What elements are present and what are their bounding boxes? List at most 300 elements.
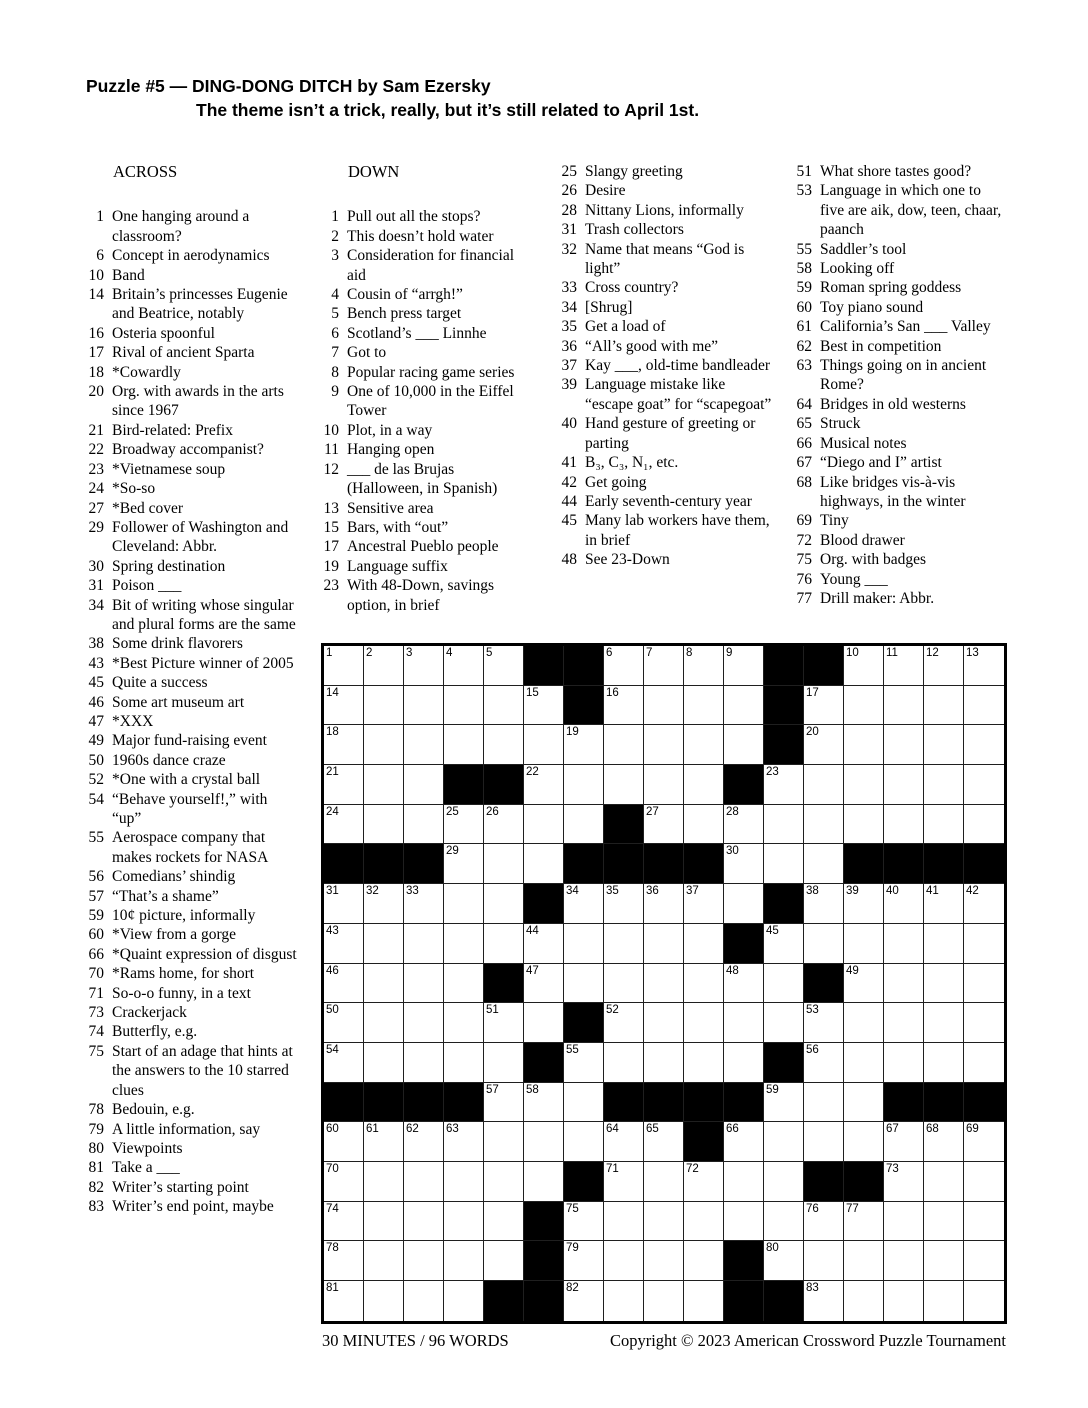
grid-cell[interactable] xyxy=(764,1122,804,1162)
grid-cell[interactable] xyxy=(844,646,884,686)
grid-cell[interactable] xyxy=(644,646,684,686)
grid-cell[interactable] xyxy=(684,1281,724,1321)
cell-number: 25 xyxy=(446,805,459,818)
clue-text: Blood drawer xyxy=(820,531,905,549)
grid-cell[interactable] xyxy=(364,646,404,686)
grid-cell[interactable] xyxy=(884,725,924,765)
grid-cell[interactable] xyxy=(964,1202,1004,1242)
grid-cell[interactable] xyxy=(764,1202,804,1242)
black-square xyxy=(844,844,884,884)
grid-cell[interactable] xyxy=(884,1162,924,1202)
grid-cell[interactable] xyxy=(844,1202,884,1242)
clue xyxy=(83,518,297,557)
grid-cell[interactable] xyxy=(364,1241,404,1281)
clue-text: Take a ___ xyxy=(112,1159,180,1177)
grid-cell[interactable] xyxy=(964,686,1004,726)
grid-cell[interactable] xyxy=(844,964,884,1004)
grid-cell[interactable] xyxy=(844,765,884,805)
clue-number: 79 xyxy=(88,1120,104,1138)
grid-cell[interactable] xyxy=(684,646,724,686)
black-square xyxy=(804,1162,844,1202)
grid-cell[interactable] xyxy=(604,1003,644,1043)
grid-cell[interactable] xyxy=(604,646,644,686)
grid-cell[interactable] xyxy=(524,1122,564,1162)
clue xyxy=(556,298,775,317)
grid-cell[interactable] xyxy=(564,805,604,845)
grid-cell[interactable] xyxy=(724,646,764,686)
grid-cell[interactable] xyxy=(684,1003,724,1043)
grid-cell[interactable] xyxy=(484,686,524,726)
grid-cell[interactable] xyxy=(604,924,644,964)
cell-number: 13 xyxy=(966,647,979,659)
grid-cell[interactable] xyxy=(684,1043,724,1083)
grid-cell[interactable] xyxy=(924,805,964,845)
across-header: ACROSS xyxy=(113,162,178,181)
grid-cell[interactable] xyxy=(764,1083,804,1123)
grid-cell[interactable] xyxy=(924,1003,964,1043)
grid-cell[interactable] xyxy=(844,1003,884,1043)
grid-cell[interactable] xyxy=(884,924,924,964)
grid-cell[interactable] xyxy=(804,1241,844,1281)
clue xyxy=(83,925,297,944)
grid-cell[interactable] xyxy=(604,1043,644,1083)
grid-cell[interactable] xyxy=(404,1043,444,1083)
grid-cell[interactable] xyxy=(684,924,724,964)
grid-cell[interactable] xyxy=(924,964,964,1004)
clue-number: 17 xyxy=(88,344,104,362)
grid-cell[interactable] xyxy=(364,964,404,1004)
black-square xyxy=(524,1241,564,1281)
grid-cell[interactable] xyxy=(364,924,404,964)
grid-cell[interactable] xyxy=(844,1043,884,1083)
puzzle-title: Puzzle #5 — DING-DONG DITCH by Sam Ezersky xyxy=(86,76,491,96)
grid-cell[interactable] xyxy=(884,1003,924,1043)
grid-cell[interactable] xyxy=(404,1202,444,1242)
grid-cell[interactable] xyxy=(564,1202,604,1242)
grid-cell[interactable] xyxy=(804,725,844,765)
cell-number: 27 xyxy=(646,805,659,818)
clue-text: *Vietnamese soup xyxy=(112,460,226,478)
clue xyxy=(318,576,527,615)
grid-cell[interactable] xyxy=(444,1281,484,1321)
grid-cell[interactable] xyxy=(404,884,444,924)
grid-cell[interactable] xyxy=(844,1241,884,1281)
grid-cell[interactable] xyxy=(684,686,724,726)
grid-cell[interactable] xyxy=(884,1281,924,1321)
grid-cell[interactable] xyxy=(324,1281,364,1321)
grid-cell[interactable] xyxy=(404,1122,444,1162)
black-square xyxy=(924,844,964,884)
grid-cell[interactable] xyxy=(444,1043,484,1083)
clue-number: 43 xyxy=(88,654,104,672)
clue-text: *Cowardly xyxy=(112,363,181,381)
grid-cell[interactable] xyxy=(684,1202,724,1242)
clue-number: 18 xyxy=(88,363,104,381)
clue-number: 5 xyxy=(331,305,339,323)
clue-number: 36 xyxy=(561,337,577,355)
clue-number: 7 xyxy=(331,344,339,362)
grid-cell[interactable] xyxy=(924,884,964,924)
grid-cell[interactable] xyxy=(524,1003,564,1043)
grid-cell[interactable] xyxy=(484,844,524,884)
grid-cell[interactable] xyxy=(684,1241,724,1281)
grid-cell[interactable] xyxy=(604,964,644,1004)
clue-column-down-continued-2 xyxy=(791,162,1005,608)
grid-cell[interactable] xyxy=(524,844,564,884)
grid-cell[interactable] xyxy=(764,1162,804,1202)
grid-cell[interactable] xyxy=(604,884,644,924)
grid-cell[interactable] xyxy=(524,1083,564,1123)
grid-cell[interactable] xyxy=(564,1122,604,1162)
grid-cell[interactable] xyxy=(724,1043,764,1083)
grid-cell[interactable] xyxy=(684,884,724,924)
grid-cell[interactable] xyxy=(404,1241,444,1281)
grid-cell[interactable] xyxy=(484,1043,524,1083)
grid-cell[interactable] xyxy=(364,765,404,805)
grid-cell[interactable] xyxy=(644,1162,684,1202)
grid-cell[interactable] xyxy=(604,1241,644,1281)
grid-cell[interactable] xyxy=(804,1043,844,1083)
cell-number: 17 xyxy=(806,686,819,699)
grid-cell[interactable] xyxy=(884,1122,924,1162)
grid-cell[interactable] xyxy=(604,725,644,765)
grid-cell[interactable] xyxy=(484,1162,524,1202)
clue-text: With 48-Down, savings option, in brief xyxy=(347,577,495,614)
clue xyxy=(556,375,775,414)
clue-text: Language suffix xyxy=(347,557,448,575)
grid-cell[interactable] xyxy=(484,884,524,924)
grid-cell[interactable] xyxy=(564,1043,604,1083)
grid-cell[interactable] xyxy=(484,1083,524,1123)
grid-cell[interactable] xyxy=(604,765,644,805)
grid-cell[interactable] xyxy=(764,765,804,805)
clue xyxy=(83,634,297,653)
grid-cell[interactable] xyxy=(324,765,364,805)
grid-cell[interactable] xyxy=(884,1043,924,1083)
grid-cell[interactable] xyxy=(524,805,564,845)
grid-cell[interactable] xyxy=(644,725,684,765)
grid-cell[interactable] xyxy=(444,1122,484,1162)
grid-cell[interactable] xyxy=(924,1162,964,1202)
black-square xyxy=(404,1083,444,1123)
grid-cell[interactable] xyxy=(964,1162,1004,1202)
grid-cell[interactable] xyxy=(324,1202,364,1242)
grid-cell[interactable] xyxy=(764,1003,804,1043)
grid-cell[interactable] xyxy=(724,1162,764,1202)
grid-cell[interactable] xyxy=(484,805,524,845)
grid-cell[interactable] xyxy=(684,765,724,805)
clue xyxy=(83,1100,297,1119)
grid-cell[interactable] xyxy=(724,725,764,765)
grid-cell[interactable] xyxy=(444,844,484,884)
grid-cell[interactable] xyxy=(884,964,924,1004)
grid-cell[interactable] xyxy=(964,1122,1004,1162)
grid-cell[interactable] xyxy=(564,1241,604,1281)
grid-cell[interactable] xyxy=(484,1241,524,1281)
grid-cell[interactable] xyxy=(924,646,964,686)
grid-cell[interactable] xyxy=(764,924,804,964)
grid-cell[interactable] xyxy=(924,686,964,726)
grid-cell[interactable] xyxy=(524,725,564,765)
grid-cell[interactable] xyxy=(644,1122,684,1162)
grid-cell[interactable] xyxy=(884,646,924,686)
grid-cell[interactable] xyxy=(604,1202,644,1242)
grid-cell[interactable] xyxy=(604,686,644,726)
grid-cell[interactable] xyxy=(444,1241,484,1281)
grid-cell[interactable] xyxy=(324,1003,364,1043)
grid-cell[interactable] xyxy=(324,964,364,1004)
clue-number: 46 xyxy=(88,693,104,711)
grid-cell[interactable] xyxy=(324,1162,364,1202)
black-square xyxy=(684,1122,724,1162)
grid-cell[interactable] xyxy=(964,1281,1004,1321)
clue-number: 66 xyxy=(796,434,812,452)
grid-cell[interactable] xyxy=(604,1122,644,1162)
grid-cell[interactable] xyxy=(884,805,924,845)
grid-cell[interactable] xyxy=(444,686,484,726)
clue xyxy=(318,537,527,556)
grid-cell[interactable] xyxy=(444,646,484,686)
clue xyxy=(556,181,775,200)
clue-number: 11 xyxy=(324,441,339,459)
clue xyxy=(83,751,297,770)
grid-cell[interactable] xyxy=(724,964,764,1004)
clue-number: 32 xyxy=(561,240,577,258)
grid-cell[interactable] xyxy=(924,1281,964,1321)
grid-cell[interactable] xyxy=(684,725,724,765)
grid-cell[interactable] xyxy=(404,686,444,726)
grid-cell[interactable] xyxy=(444,1003,484,1043)
cell-number: 55 xyxy=(566,1043,579,1056)
grid-cell[interactable] xyxy=(404,805,444,845)
grid-cell[interactable] xyxy=(964,884,1004,924)
grid-cell[interactable] xyxy=(404,1281,444,1321)
grid-cell[interactable] xyxy=(484,725,524,765)
grid-cell[interactable] xyxy=(484,1202,524,1242)
grid-cell[interactable] xyxy=(564,725,604,765)
grid-cell[interactable] xyxy=(724,884,764,924)
grid-cell[interactable] xyxy=(804,1122,844,1162)
cell-number: 11 xyxy=(886,647,898,659)
grid-cell[interactable] xyxy=(404,924,444,964)
clue-number: 6 xyxy=(96,247,104,265)
clue-text: B₃, C₃, N₁, etc. xyxy=(585,454,679,472)
clue-text: California’s San ___ Valley xyxy=(820,318,991,336)
grid-cell[interactable] xyxy=(324,1241,364,1281)
grid-cell[interactable] xyxy=(644,1241,684,1281)
grid-cell[interactable] xyxy=(444,1202,484,1242)
grid-cell[interactable] xyxy=(644,805,684,845)
grid-cell[interactable] xyxy=(364,1281,404,1321)
grid-cell[interactable] xyxy=(964,725,1004,765)
grid-cell[interactable] xyxy=(804,924,844,964)
grid-cell[interactable] xyxy=(564,1083,604,1123)
clue xyxy=(556,473,775,492)
grid-cell[interactable] xyxy=(644,1043,684,1083)
grid-cell[interactable] xyxy=(684,805,724,845)
grid-cell[interactable] xyxy=(364,1003,404,1043)
grid-cell[interactable] xyxy=(804,1202,844,1242)
grid-cell[interactable] xyxy=(324,924,364,964)
grid-cell[interactable] xyxy=(564,964,604,1004)
cell-number: 52 xyxy=(606,1004,619,1017)
grid-cell[interactable] xyxy=(804,844,844,884)
grid-cell[interactable] xyxy=(644,686,684,726)
grid-cell[interactable] xyxy=(364,686,404,726)
clue xyxy=(83,673,297,692)
grid-cell[interactable] xyxy=(324,1122,364,1162)
grid-cell[interactable] xyxy=(804,884,844,924)
grid-cell[interactable] xyxy=(964,964,1004,1004)
grid-cell[interactable] xyxy=(924,1241,964,1281)
grid-cell[interactable] xyxy=(644,765,684,805)
grid-cell[interactable] xyxy=(644,924,684,964)
grid-cell[interactable] xyxy=(564,1281,604,1321)
clue-number: 72 xyxy=(796,531,812,549)
grid-cell[interactable] xyxy=(844,1122,884,1162)
grid-cell[interactable] xyxy=(724,844,764,884)
grid-cell[interactable] xyxy=(444,725,484,765)
grid-cell[interactable] xyxy=(324,1043,364,1083)
grid-cell[interactable] xyxy=(964,1043,1004,1083)
clue-text: Bird-related: Prefix xyxy=(112,421,233,439)
grid-cell[interactable] xyxy=(844,884,884,924)
grid-cell[interactable] xyxy=(524,924,564,964)
grid-cell[interactable] xyxy=(964,1241,1004,1281)
grid-cell[interactable] xyxy=(924,1202,964,1242)
grid-cell[interactable] xyxy=(604,1281,644,1321)
grid-cell[interactable] xyxy=(444,964,484,1004)
grid-cell[interactable] xyxy=(924,725,964,765)
grid-cell[interactable] xyxy=(724,686,764,726)
grid-cell[interactable] xyxy=(884,765,924,805)
grid-cell[interactable] xyxy=(524,686,564,726)
grid-cell[interactable] xyxy=(804,686,844,726)
grid-cell[interactable] xyxy=(564,924,604,964)
grid-cell[interactable] xyxy=(804,1281,844,1321)
grid-cell[interactable] xyxy=(324,646,364,686)
grid-cell[interactable] xyxy=(924,1043,964,1083)
grid-cell[interactable] xyxy=(844,805,884,845)
grid-cell[interactable] xyxy=(524,964,564,1004)
grid-cell[interactable] xyxy=(524,765,564,805)
grid-cell[interactable] xyxy=(404,1162,444,1202)
grid-cell[interactable] xyxy=(364,884,404,924)
clue-number: 40 xyxy=(561,415,577,433)
grid-cell[interactable] xyxy=(764,844,804,884)
grid-cell[interactable] xyxy=(724,1202,764,1242)
grid-cell[interactable] xyxy=(364,1122,404,1162)
grid-cell[interactable] xyxy=(404,765,444,805)
cell-number: 8 xyxy=(686,647,693,659)
grid-cell[interactable] xyxy=(444,805,484,845)
grid-cell[interactable] xyxy=(364,805,404,845)
grid-cell[interactable] xyxy=(844,1281,884,1321)
grid-cell[interactable] xyxy=(644,964,684,1004)
cell-number: 72 xyxy=(686,1162,699,1175)
grid-cell[interactable] xyxy=(884,1202,924,1242)
cell-number: 14 xyxy=(326,686,339,699)
clue-text: *So-so xyxy=(112,480,156,498)
grid-cell[interactable] xyxy=(644,1202,684,1242)
grid-cell[interactable] xyxy=(844,1083,884,1123)
grid-cell[interactable] xyxy=(804,805,844,845)
grid-cell[interactable] xyxy=(924,1122,964,1162)
clue xyxy=(791,473,1005,512)
grid-cell[interactable] xyxy=(604,1162,644,1202)
grid-cell[interactable] xyxy=(484,1122,524,1162)
grid-cell[interactable] xyxy=(844,686,884,726)
grid-cell[interactable] xyxy=(884,884,924,924)
grid-cell[interactable] xyxy=(884,1241,924,1281)
grid-cell[interactable] xyxy=(444,1162,484,1202)
grid-cell[interactable] xyxy=(964,765,1004,805)
grid-cell[interactable] xyxy=(324,725,364,765)
grid-cell[interactable] xyxy=(644,1003,684,1043)
grid-cell[interactable] xyxy=(964,1003,1004,1043)
grid-cell[interactable] xyxy=(884,686,924,726)
cell-number: 68 xyxy=(926,1123,939,1136)
grid-cell[interactable] xyxy=(684,1162,724,1202)
grid-cell[interactable] xyxy=(764,805,804,845)
grid-cell[interactable] xyxy=(644,1281,684,1321)
grid-cell[interactable] xyxy=(324,805,364,845)
grid-cell[interactable] xyxy=(724,1122,764,1162)
grid-cell[interactable] xyxy=(324,884,364,924)
clue xyxy=(83,207,297,246)
grid-cell[interactable] xyxy=(964,646,1004,686)
cell-number: 47 xyxy=(526,964,539,977)
grid-cell[interactable] xyxy=(764,964,804,1004)
grid-cell[interactable] xyxy=(724,1003,764,1043)
grid-cell[interactable] xyxy=(844,924,884,964)
grid-cell[interactable] xyxy=(804,1083,844,1123)
grid-cell[interactable] xyxy=(524,1162,564,1202)
grid-cell[interactable] xyxy=(844,725,884,765)
clue-text: Viewpoints xyxy=(112,1139,183,1157)
grid-cell[interactable] xyxy=(404,646,444,686)
grid-cell[interactable] xyxy=(404,1003,444,1043)
grid-cell[interactable] xyxy=(444,884,484,924)
grid-cell[interactable] xyxy=(364,1162,404,1202)
grid-cell[interactable] xyxy=(964,924,1004,964)
grid-cell[interactable] xyxy=(484,646,524,686)
grid-cell[interactable] xyxy=(364,1043,404,1083)
grid-cell[interactable] xyxy=(484,924,524,964)
grid-cell[interactable] xyxy=(924,924,964,964)
clue xyxy=(83,557,297,576)
grid-cell[interactable] xyxy=(444,924,484,964)
grid-cell[interactable] xyxy=(564,765,604,805)
grid-cell[interactable] xyxy=(804,765,844,805)
grid-cell[interactable] xyxy=(644,884,684,924)
grid-cell[interactable] xyxy=(964,805,1004,845)
cell-number: 7 xyxy=(646,647,653,659)
grid-cell[interactable] xyxy=(804,1003,844,1043)
grid-cell[interactable] xyxy=(484,1003,524,1043)
grid-cell[interactable] xyxy=(924,765,964,805)
grid-cell[interactable] xyxy=(404,725,444,765)
grid-cell[interactable] xyxy=(724,805,764,845)
grid-cell[interactable] xyxy=(404,964,444,1004)
grid-cell[interactable] xyxy=(564,884,604,924)
grid-cell[interactable] xyxy=(764,1241,804,1281)
grid-cell[interactable] xyxy=(684,964,724,1004)
grid-cell[interactable] xyxy=(324,686,364,726)
grid-cell[interactable] xyxy=(364,725,404,765)
clue xyxy=(791,240,1005,259)
grid-cell[interactable] xyxy=(364,1202,404,1242)
